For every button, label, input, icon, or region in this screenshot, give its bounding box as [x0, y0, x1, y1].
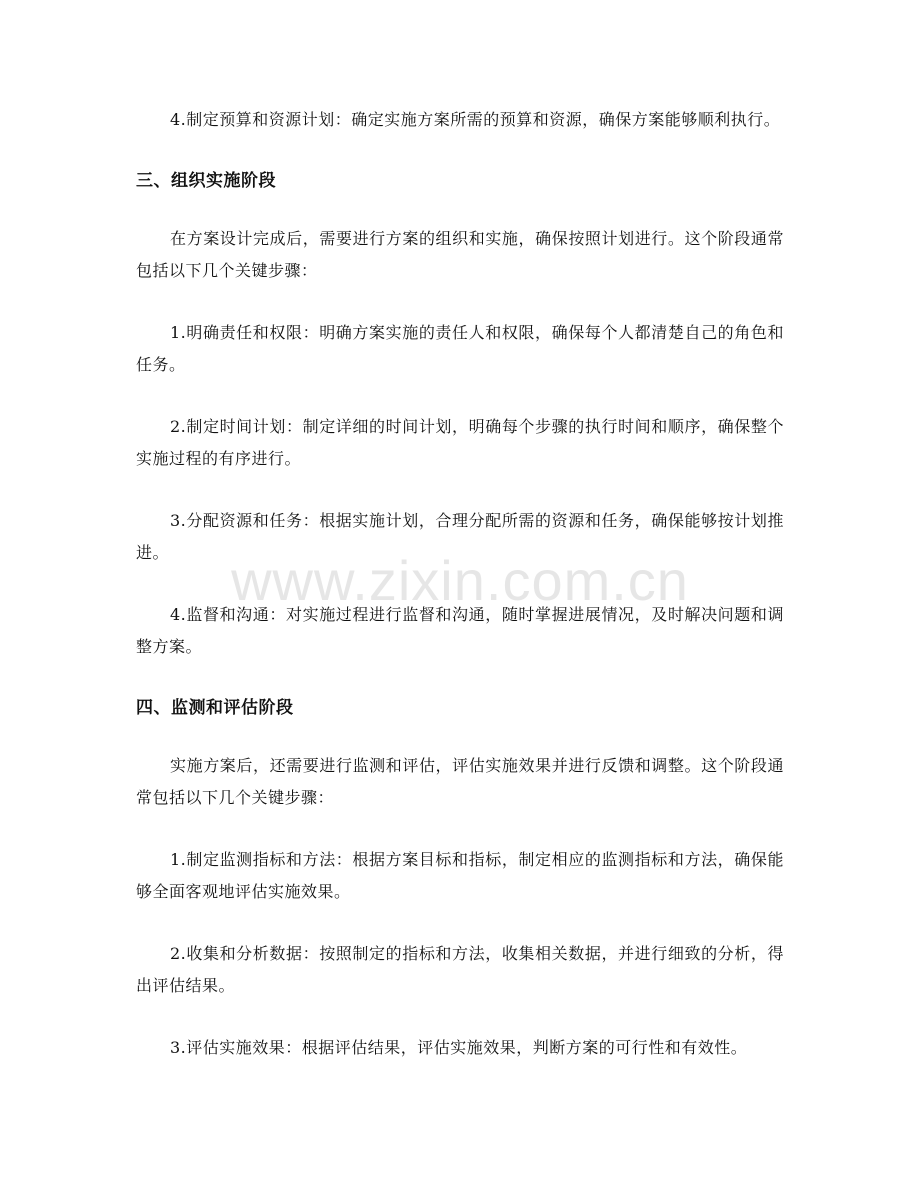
paragraph-time-plan: 2.制定时间计划：制定详细的时间计划，明确每个步骤的执行时间和顺序，确保整个实施过程的有序进行。	[136, 417, 784, 468]
paragraph-effect-evaluation: 3.评估实施效果：根据评估结果，评估实施效果，判断方案的可行性和有效性。	[170, 1038, 748, 1057]
section-heading-implementation: 三、组织实施阶段	[136, 171, 276, 191]
section-heading-evaluation: 四、监测和评估阶段	[136, 698, 294, 718]
paragraph-budget-plan: 4.制定预算和资源计划：确定实施方案所需的预算和资源，确保方案能够顺利执行。	[170, 110, 781, 129]
paragraph-implementation-intro: 在方案设计完成后，需要进行方案的组织和实施，确保按照计划进行。这个阶段通常包括以下几个关键步骤：	[136, 229, 784, 280]
paragraph-resource-allocation: 3.分配资源和任务：根据实施计划，合理分配所需的资源和任务，确保能够按计划推进。	[136, 511, 784, 562]
document-body	[136, 104, 784, 1094]
paragraph-responsibility: 1.明确责任和权限：明确方案实施的责任人和权限，确保每个人都清楚自己的角色和任务。	[136, 323, 784, 374]
paragraph-supervision: 4.监督和沟通：对实施过程进行监督和沟通，随时掌握进展情况，及时解决问题和调整方案。	[136, 605, 784, 656]
paragraph-data-analysis: 2.收集和分析数据：按照制定的指标和方法，收集相关数据，并进行细致的分析，得出评估结果。	[136, 944, 784, 995]
watermark: www.zixin.com.cn	[231, 549, 689, 612]
paragraph-metrics: 1.制定监测指标和方法：根据方案目标和指标，制定相应的监测指标和方法，确保能够全面客观地评估实施效果。	[136, 850, 784, 901]
paragraph-evaluation-intro: 实施方案后，还需要进行监测和评估，评估实施效果并进行反馈和调整。这个阶段通常包括以下几个关键步骤：	[136, 756, 784, 807]
